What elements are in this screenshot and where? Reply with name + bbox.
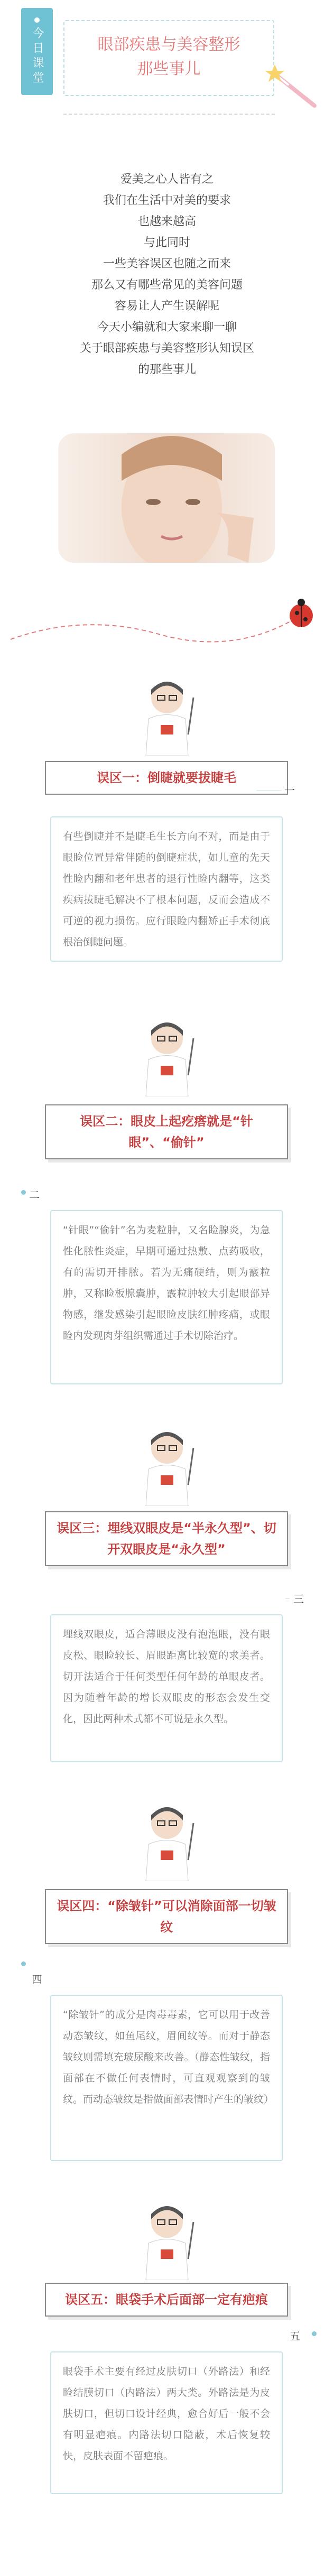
intro-text: [0, 169, 334, 380]
number-dot: [21, 1961, 26, 1966]
doctor-icon: [135, 2201, 199, 2280]
question-2-text: 误区二：眼皮上起疙瘩就是“针眼”、“偷针”: [80, 1114, 253, 1150]
answer-2-text: “针眼”“偷针”名为麦粒肿，又名睑腺炎，为急性化脓性炎症，早期可通过热敷、点药吸收，有的需切开排脓。若为无痛硬结，则为霰粒肿，又称睑板腺囊肿，霰粒肿较大引起眼部异物感，继发感染引起眼睑皮肤红肿疼痛，或眼睑内发现肉芽组织需通过手术切除治疗。: [63, 1224, 270, 1342]
intro-line: 关于眼部疾患与美容整形认知误区: [79, 342, 254, 355]
answer-frame-4: [50, 1995, 283, 2161]
section-number-1: 一: [284, 784, 295, 797]
number-rule: [256, 790, 282, 791]
doctor-icon: [135, 1017, 199, 1096]
answer-4-text: “除皱针”的成分是肉毒毒素，它可以用于改善动态皱纹，如鱼尾纹，眉间纹等。而对于静态皱纹则需填充玻尿酸来改善。（静态性皱纹，指面部在不做任何表情时，可直观观察到的皱纹。而动态皱纹是指做面部表情时产生的皱纹）: [63, 2009, 274, 2105]
answer-frame-2: [50, 1210, 283, 1384]
question-box-1: [45, 761, 288, 795]
ladybug-icon: [290, 599, 313, 627]
intro-line: 我们在生活中对美的要求: [103, 194, 231, 207]
question-4-text: 误区四：“除皱针”可以消除面部一切皱纹: [57, 1899, 276, 1935]
section-number-2: 二: [29, 1188, 40, 1201]
magic-wand-icon: [264, 63, 322, 111]
answer-3-text: 埋线双眼皮，适合薄眼皮没有泡泡眼，没有眼皮松、眼睑较长、眉眼距离比较宽的求美者。切开法适合于任何类型任何年龄的单眼皮者。因为随着年龄的增长双眼皮的形态会发生变化，因此两种术式都不可说是永久型。: [63, 1629, 270, 1725]
intro-line: 一些美容误区也随之而来: [103, 257, 231, 271]
page-title-line2: 那些事儿: [137, 60, 201, 78]
badge-dot-icon: [34, 17, 40, 23]
intro-line: 的那些事儿: [137, 363, 196, 376]
section-number-4: 四: [32, 1973, 42, 1986]
today-class-badge: [21, 8, 53, 95]
section-number-3: 三: [293, 1593, 304, 1605]
doctor-icon: [135, 676, 199, 756]
question-box-4: [45, 1889, 288, 1944]
intro-line: 那么又有哪些常见的美容问题: [91, 278, 243, 292]
number-dot: [21, 1190, 26, 1195]
doctor-icon: [135, 1802, 199, 1881]
intro-line: 与此同时: [143, 236, 190, 249]
question-5-text: 误区五：眼袋手术后面部一定有疤痕: [65, 2292, 268, 2307]
answer-5-text: 眼袋手术主要有经过皮肤切口（外路法）和经睑结膜切口（内路法）两大类。外路法是为皮肤切口，但切口设计经典，愈合好后一般不会有明显疤痕。内路法切口隐蔽，术后恢复较快，皮肤表面不留疤痕。: [63, 2366, 270, 2462]
question-1-text: 误区一：倒睫就要拔睫毛: [97, 770, 236, 785]
header-divider: [63, 114, 275, 115]
question-3-text: 误区三：埋线双眼皮是“半永久型”、切开双眼皮是“永久型”: [57, 1521, 276, 1557]
answer-1-text: 有些倒睫并不是睫毛生长方向不对，而是由于眼睑位置异常伴随的倒睫症状，如儿童的先天性睑内翻和老年患者的退行性睑内翻等，这类疾病拔睫毛解决不了根本问题，反而会造成不可逆的视力损伤。应行眼睑内翻矫正手术彻底根治倒睫问题。: [63, 831, 270, 948]
intro-line: 容易让人产生误解呢: [114, 300, 219, 313]
question-box-2: [45, 1104, 288, 1159]
woman-face-photo: [58, 433, 275, 563]
badge-label: 今日课堂: [31, 27, 44, 86]
question-box-5: [45, 2283, 288, 2317]
title-frame: [63, 20, 274, 96]
question-box-3: [45, 1511, 288, 1566]
section-number-5: 五: [290, 2330, 300, 2342]
intro-line: 也越来越高: [137, 215, 196, 228]
intro-line: 今天小编就和大家来聊一聊: [97, 321, 237, 334]
dashed-wave-divider: [0, 597, 334, 655]
number-rule: [285, 1598, 290, 1599]
intro-line: 爱美之心人皆有之: [120, 173, 214, 186]
answer-frame-3: [50, 1614, 283, 1762]
doctor-icon: [135, 1427, 199, 1506]
page-title-line1: 眼部疾患与美容整形: [97, 35, 240, 54]
answer-frame-5: [50, 2351, 283, 2494]
number-dot: [312, 2331, 317, 2336]
answer-frame-1: [50, 816, 283, 962]
